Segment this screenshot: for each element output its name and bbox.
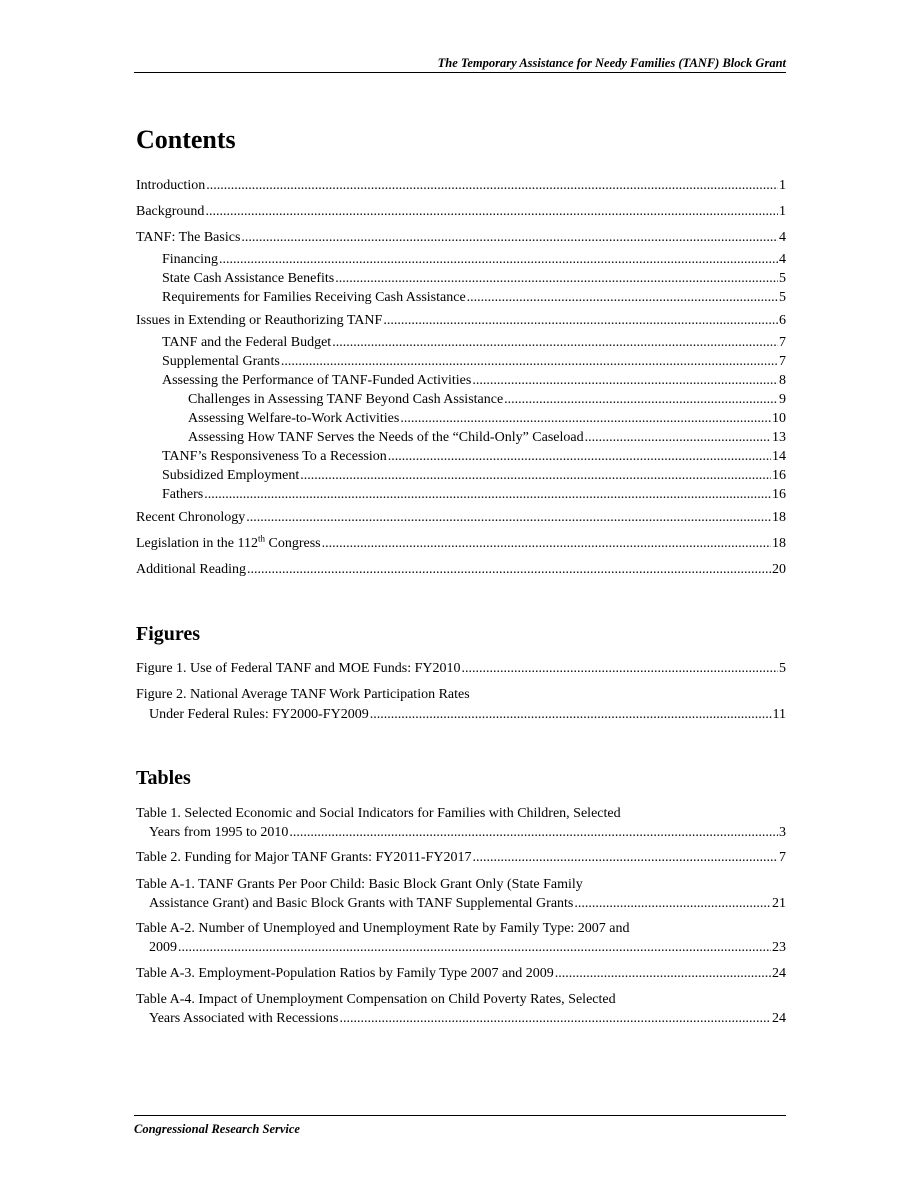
toc-entry-title: Years from 1995 to 2010: [149, 825, 289, 840]
toc-entry-title: 2009: [149, 940, 177, 955]
toc-entry-title: Additional Reading: [136, 562, 247, 577]
toc-entry-title: TANF: The Basics: [136, 230, 241, 245]
toc-entry[interactable]: [162, 448, 786, 466]
toc-entry-title: Fathers: [162, 487, 204, 502]
toc-entry-title: Assessing How TANF Serves the Needs of the “Child-Only” Caseload: [188, 430, 584, 445]
toc-entry[interactable]: [162, 353, 786, 371]
toc-entry-page: 24: [772, 966, 786, 981]
running-header: The Temporary Assistance for Needy Families (TANF) Block Grant: [134, 56, 786, 73]
toc-entry[interactable]: [162, 270, 786, 288]
figure-entry-first-line[interactable]: Figure 2. National Average TANF Work Participation Rates: [136, 687, 470, 702]
table-entry[interactable]: [149, 1010, 786, 1028]
toc-entry-title: Issues in Extending or Reauthorizing TANF: [136, 313, 383, 328]
toc-entry-title: Assistance Grant) and Basic Block Grants with TANF Supplemental Grants: [149, 896, 574, 911]
page-footer: Congressional Research Service: [134, 1115, 786, 1137]
toc-entry-title: Introduction: [136, 178, 206, 193]
toc-entry[interactable]: [162, 251, 786, 269]
figure-entry[interactable]: [136, 660, 786, 678]
toc-entry-title: Table 2. Funding for Major TANF Grants: FY2011-FY2017: [136, 850, 472, 865]
toc-entry[interactable]: [136, 312, 786, 330]
toc-entry-title: Under Federal Rules: FY2000-FY2009: [149, 707, 369, 722]
toc-entry-page: 18: [772, 510, 786, 525]
table-entry[interactable]: [149, 939, 786, 957]
toc-entry-page: 18: [772, 536, 786, 551]
table-entry-first-line[interactable]: Table A-1. TANF Grants Per Poor Child: Basic Block Grant Only (State Family: [136, 877, 583, 892]
toc-entry-page: 11: [772, 707, 786, 722]
toc-entry[interactable]: [162, 486, 786, 504]
toc-entry[interactable]: [162, 289, 786, 307]
toc-entry[interactable]: [136, 177, 786, 195]
toc-entry-page: 5: [779, 661, 786, 676]
toc-entry-title: Subsidized Employment: [162, 468, 300, 483]
toc-entry-title: State Cash Assistance Benefits: [162, 271, 335, 286]
toc-entry-title: Figure 1. Use of Federal TANF and MOE Funds: FY2010: [136, 661, 461, 676]
toc-entry-title: Table A-3. Employment-Population Ratios by Family Type 2007 and 2009: [136, 966, 554, 981]
toc-entry-page: 1: [779, 204, 786, 219]
figure-entry[interactable]: [149, 706, 786, 724]
toc-entry[interactable]: [162, 334, 786, 352]
toc-entry-page: 21: [772, 896, 786, 911]
toc-entry-page: 14: [772, 449, 786, 464]
toc-entry-page: 24: [772, 1011, 786, 1026]
toc-entry-page: 3: [779, 825, 786, 840]
toc-entry-page: 20: [772, 562, 786, 577]
toc-entry-page: 1: [779, 178, 786, 193]
toc-entry[interactable]: [136, 509, 786, 527]
toc-entry-page: 9: [779, 392, 786, 407]
toc-entry[interactable]: [188, 429, 786, 447]
table-entry[interactable]: [149, 895, 786, 913]
toc-entry[interactable]: [162, 467, 786, 485]
toc-entry-title: TANF and the Federal Budget: [162, 335, 332, 350]
toc-entry-page: 23: [772, 940, 786, 955]
toc-entry-page: 5: [779, 271, 786, 286]
toc-entry[interactable]: [136, 229, 786, 247]
toc-entry-title: Background: [136, 204, 205, 219]
toc-entry-title: Requirements for Families Receiving Cash Assistance: [162, 290, 466, 305]
table-entry[interactable]: [149, 824, 786, 842]
toc-entry[interactable]: [162, 372, 786, 390]
toc-entry-title: Years Associated with Recessions: [149, 1011, 339, 1026]
toc-entry-title: Assessing the Performance of TANF-Funded Activities: [162, 373, 472, 388]
toc-entry-title: Legislation in the 112th Congress: [136, 533, 321, 551]
toc-entry-page: 7: [779, 335, 786, 350]
toc-entry-page: 5: [779, 290, 786, 305]
toc-entry-page: 8: [779, 373, 786, 388]
contents-heading: Contents: [136, 125, 236, 154]
toc-entry-title: Assessing Welfare-to-Work Activities: [188, 411, 400, 426]
toc-entry-page: 6: [779, 313, 786, 328]
toc-entry-page: 16: [772, 468, 786, 483]
toc-entry-page: 4: [779, 252, 786, 267]
toc-entry-page: 10: [772, 411, 786, 426]
toc-entry-page: 16: [772, 487, 786, 502]
toc-entry-title: Supplemental Grants: [162, 354, 280, 369]
toc-entry[interactable]: [188, 391, 786, 409]
toc-entry-title: Challenges in Assessing TANF Beyond Cash Assistance: [188, 392, 504, 407]
toc-entry-page: 13: [772, 430, 786, 445]
toc-entry-title: Financing: [162, 252, 218, 267]
table-entry[interactable]: [136, 849, 786, 867]
toc-entry-page: 4: [779, 230, 786, 245]
toc-entry[interactable]: [136, 561, 786, 579]
toc-entry[interactable]: [136, 535, 786, 553]
figures-heading: Figures: [136, 623, 201, 645]
toc-entry[interactable]: [136, 203, 786, 221]
toc-entry-title: TANF’s Responsiveness To a Recession: [162, 449, 387, 464]
toc-entry-page: 7: [779, 850, 786, 865]
toc-entry-title: Recent Chronology: [136, 510, 246, 525]
table-entry-first-line[interactable]: Table 1. Selected Economic and Social Indicators for Families with Children, Selected: [136, 806, 621, 821]
toc-entry-page: 7: [779, 354, 786, 369]
tables-heading: Tables: [136, 767, 191, 789]
table-entry[interactable]: [136, 965, 786, 983]
toc-entry[interactable]: [188, 410, 786, 428]
table-entry-first-line[interactable]: Table A-2. Number of Unemployed and Unemployment Rate by Family Type: 2007 and: [136, 921, 630, 936]
table-entry-first-line[interactable]: Table A-4. Impact of Unemployment Compensation on Child Poverty Rates, Selected: [136, 992, 616, 1007]
